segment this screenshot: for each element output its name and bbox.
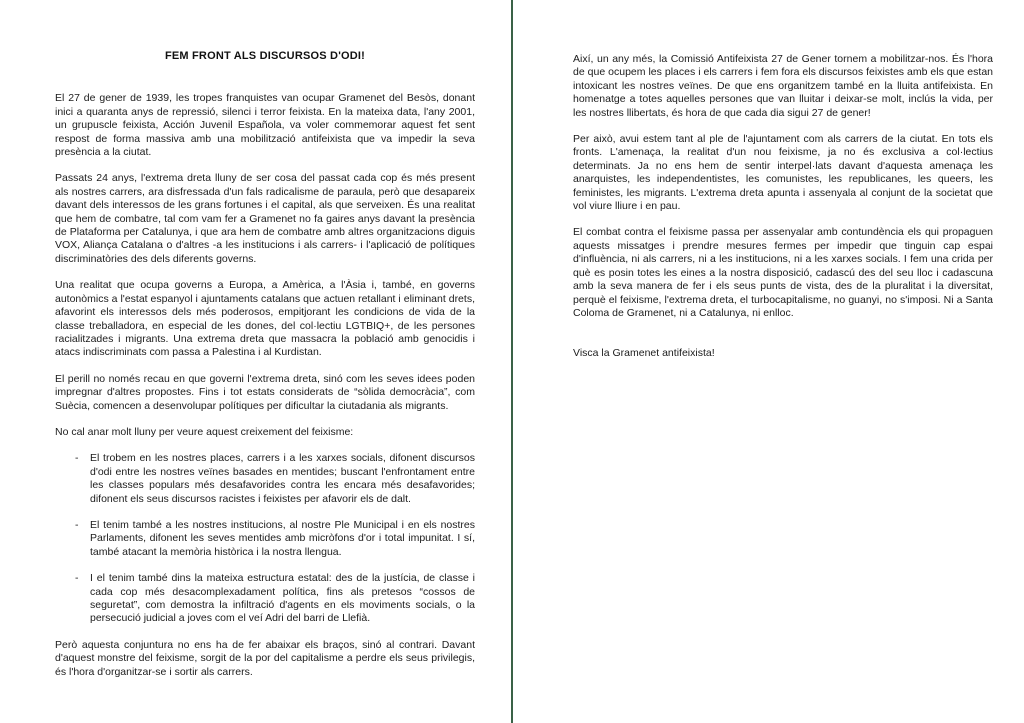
paragraph: El 27 de gener de 1939, les tropes franquistes van ocupar Gramenet del Besòs, donant inici a quaranta anys de repressió, silenci i terror feixista. En la mateixa data, l'any 2001, un grupuscle feixista, Acción Juvenil Española, va voler commemorar aquest fet sent respost de forma massiva amb una mobilització antifeixista que va impedir la seva presència a la ciutat. (55, 92, 475, 159)
paragraph: El combat contra el feixisme passa per assenyalar amb contundència els qui propaguen aquests missatges i prendre mesures fermes per impedir que tinguin cap espai d'influència, ni als carrers, ni a les institucions, ni a les xarxes socials. I fem una crida per què es posin totes les eines a la nostra disposició, cadascú des del seu lloc i cadascuna amb la seva manera de fer i els seus punts de vista, des de la pluralitat i la diversitat, perquè el feixisme, l'extrema dreta, el turbocapitalisme, no guanyi, no s'imposi. Ni a Santa Coloma de Gramenet, ni a Catalunya, ni enlloc. (573, 226, 993, 319)
right-closing-slogan: Visca la Gramenet antifeixista! (573, 347, 715, 360)
paragraph: Passats 24 anys, l'extrema dreta lluny de ser cosa del passat cada cop és més present als nostres carrers, ara disfressada d'un fals radicalisme de paraula, però que desapareix davant dels interessos de les grans fortunes i el capital, als que serveixen. És una realitat que hem de combatre, tal com vam fer a Gramenet no fa gaires anys davant la presència de Plataforma per Catalunya, i que ara hem de combatre amb altres organitzacions diguis VOX, Aliança Catalana o d'altres -a les institucions i als carrers- i l'aplicació de polítiques discriminatòries des dels diferents governs. (55, 172, 475, 265)
paragraph: No cal anar molt lluny per veure aquest creixement del feixisme: (55, 425, 354, 438)
right-paragraphs (573, 53, 993, 320)
bullet-text: El tenim també a les nostres institucions, al nostre Ple Municipal i en els nostres Parlaments, difonent les seves mentides amb micròfons d'or i total impunitat. I sí, també atacant la memòria històrica i la nostra llengua. (90, 518, 475, 558)
left-closing-paragraph: Però aquesta conjuntura no ens ha de fer abaixar els braços, sinó al contrari. Davant d'aquest monstre del feixisme, sorgit de la por del capitalisme a perdre els seus privilegis, és l'hora d'organitzar-se i sortir als carrers. (55, 638, 475, 678)
bullet-item (55, 519, 475, 559)
left-intro-paragraphs (55, 92, 475, 439)
page-divider-line (511, 0, 513, 723)
page-left (55, 50, 475, 692)
paragraph: El perill no només recau en que governi l'extrema dreta, sinó com les seves idees poden impregnar d'altres propostes. Fins i tot estats considerats de “sòlida democràcia”, com Suècia, comencen a desenvolupar polítiques per dificultar la ciutadania als migrants. (55, 372, 475, 412)
bullet-dash: - (75, 518, 79, 531)
left-bullet-list (55, 452, 475, 625)
bullet-dash: - (75, 452, 79, 465)
bullet-dash: - (75, 572, 79, 585)
paragraph: Per això, avui estem tant al ple de l'ajuntament com als carrers de la ciutat. En tots els fronts. L'amenaça, la realitat d'un nou feixisme, ja no és exclusiva a col·lectius determinats. Ja no ens hem de sentir interpel·lats davant d'aquesta amenaça les anarquistes, les independentistes, les comunistes, les republicanes, les queers, les feministes, les migrants. L'extrema dreta apunta i assenyala al conjunt de la societat que vol viure lliure i en pau. (573, 133, 993, 213)
page-right (573, 53, 993, 374)
paragraph: Així, un any més, la Comissió Antifeixista 27 de Gener tornem a mobilitzar-nos. És l'hora de que ocupem les places i els carrers i fem fora els discursos feixistes amb els que estan intoxicant les nostres veïnes. De que ens organitzem també en la lluita antifeixista. En homenatge a totes aquelles persones que van lluitar i deixar-se molt, inclús la vida, per les nostres llibertats, és hora de que cada dia sigui 27 de gener! (573, 53, 993, 119)
page-title: FEM FRONT ALS DISCURSOS D'ODI! (164, 50, 366, 62)
paragraph: Una realitat que ocupa governs a Europa, a Amèrica, a l'Àsia i, també, en governs autonòmics a l'estat espanyol i ajuntaments catalans que actuen retallant i eliminant drets, afavorint els interessos dels més poderosos, empitjorant les condicions de vida de la classe treballadora, en especial de les dones, del col·lectiu LGTBIQ+, de les persones racialitzades i migrants. Una extrema dreta que massacra la població amb genocidis i atacs indiscriminats com passa a Palestina i al Kurdistan. (55, 279, 475, 359)
bullet-text: I el tenim també dins la mateixa estructura estatal: des de la justícia, de classe i cada cop més desacomplexadament política, fins als pretesos “cossos de seguretat”, com demostra la infiltració d'agents en els moviments socials, o la persecució judicial a joves com el veí Adri del barri de Llefià. (90, 572, 475, 625)
bullet-text: El trobem en les nostres places, carrers i a les xarxes socials, difonent discursos d'odi entre les nostres veïnes basades en mentides; buscant l'enfrontament entre les classes populars més desafavorides contra les encara més desafavorides; difonent els seus discursos racistes i feixistes per afavorir els de dalt. (90, 452, 475, 505)
bullet-item (55, 572, 475, 626)
bullet-item (55, 452, 475, 506)
